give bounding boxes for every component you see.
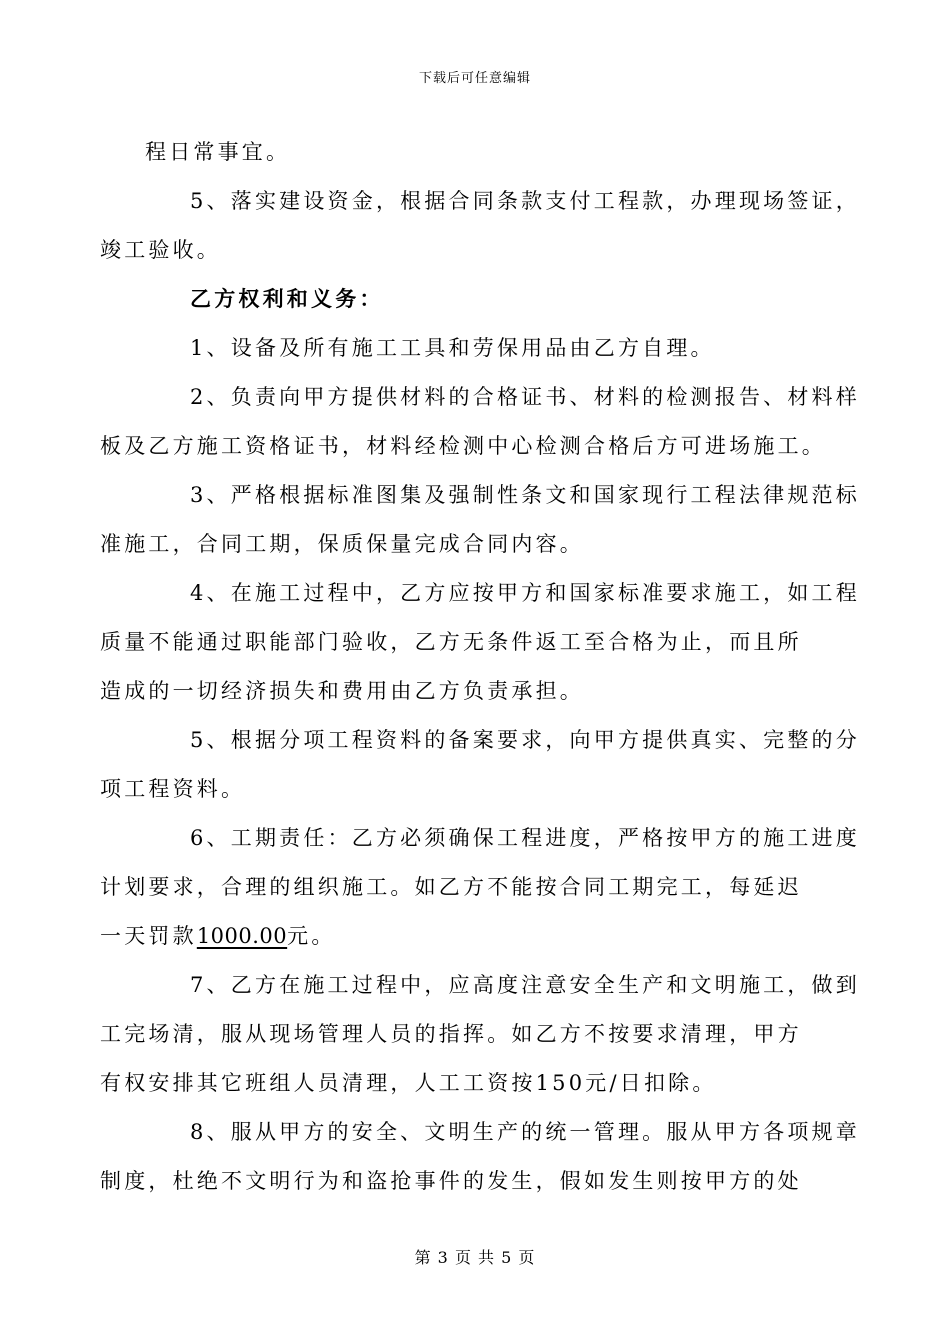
- text-line: 2、负责向甲方提供材料的合格证书、材料的检测报告、材料样: [190, 385, 860, 409]
- text-line: 有权安排其它班组人员清理，人工工资按150元/日扣除。: [100, 1071, 717, 1095]
- text-line: 1、设备及所有施工工具和劳保用品由乙方自理。: [190, 336, 715, 360]
- paragraph-item-3: [100, 471, 860, 569]
- page-number-footer: 第 3 页 共 5 页: [414, 1248, 536, 1267]
- heading-text: 乙方权利和义务：: [190, 287, 384, 311]
- penalty-suffix: 元。: [287, 924, 336, 948]
- paragraph-continuation: [145, 128, 807, 177]
- text-line: 5、根据分项工程资料的备案要求，向甲方提供真实、完整的分: [190, 728, 860, 752]
- text-line: 工完场清，服从现场管理人员的指挥。如乙方不按要求清理，甲方: [100, 1022, 802, 1046]
- penalty-line: [100, 912, 807, 961]
- text-line: 8、服从甲方的安全、文明生产的统一管理。服从甲方各项规章: [190, 1120, 860, 1144]
- text-line: 6、工期责任：乙方必须确保工程进度，严格按甲方的施工进度: [190, 826, 860, 850]
- text-line: 项工程资料。: [100, 777, 246, 801]
- penalty-amount: 1000.00: [196, 924, 288, 948]
- text-line: 制度，杜绝不文明行为和盗抢事件的发生，假如发生则按甲方的处: [100, 1169, 802, 1193]
- penalty-prefix: 一天罚款: [100, 924, 197, 948]
- text-line: 4、在施工过程中，乙方应按甲方和国家标准要求施工，如工程: [190, 581, 860, 605]
- text-line: 7、乙方在施工过程中，应高度注意安全生产和文明施工，做到: [190, 973, 860, 997]
- text-line: 竣工验收。: [100, 238, 221, 262]
- text-line: 3、严格根据标准图集及强制性条文和国家现行工程法律规范标: [190, 483, 860, 507]
- text-line: 5、落实建设资金，根据合同条款支付工程款，办理现场签证，: [190, 189, 860, 213]
- paragraph-item-4: [100, 569, 860, 716]
- paragraph-item-5-funding: [100, 177, 860, 275]
- text-line: 造成的一切经济损失和费用由乙方负责承担。: [100, 679, 584, 703]
- text-line: 准施工，合同工期，保质保量完成合同内容。: [100, 532, 584, 556]
- paragraph-item-7: [100, 961, 860, 1108]
- text-line: 计划要求，合理的组织施工。如乙方不能按合同工期完工，每延迟: [100, 875, 802, 899]
- paragraph-item-8: [100, 1108, 860, 1206]
- document-body: [100, 128, 860, 1206]
- section-heading: [145, 275, 807, 324]
- paragraph-item-1: [145, 324, 807, 373]
- paragraph-item-5-records: [100, 716, 860, 814]
- header-note: 下载后可任意编辑: [418, 71, 531, 86]
- text-line: 程日常事宜。: [145, 140, 291, 164]
- paragraph-item-2: [100, 373, 860, 471]
- paragraph-item-6: [100, 814, 860, 961]
- text-line: 质量不能通过职能部门验收，乙方无条件返工至合格为止，而且所: [100, 630, 802, 654]
- text-line: 板及乙方施工资格证书，材料经检测中心检测合格后方可进场施工。: [100, 434, 826, 458]
